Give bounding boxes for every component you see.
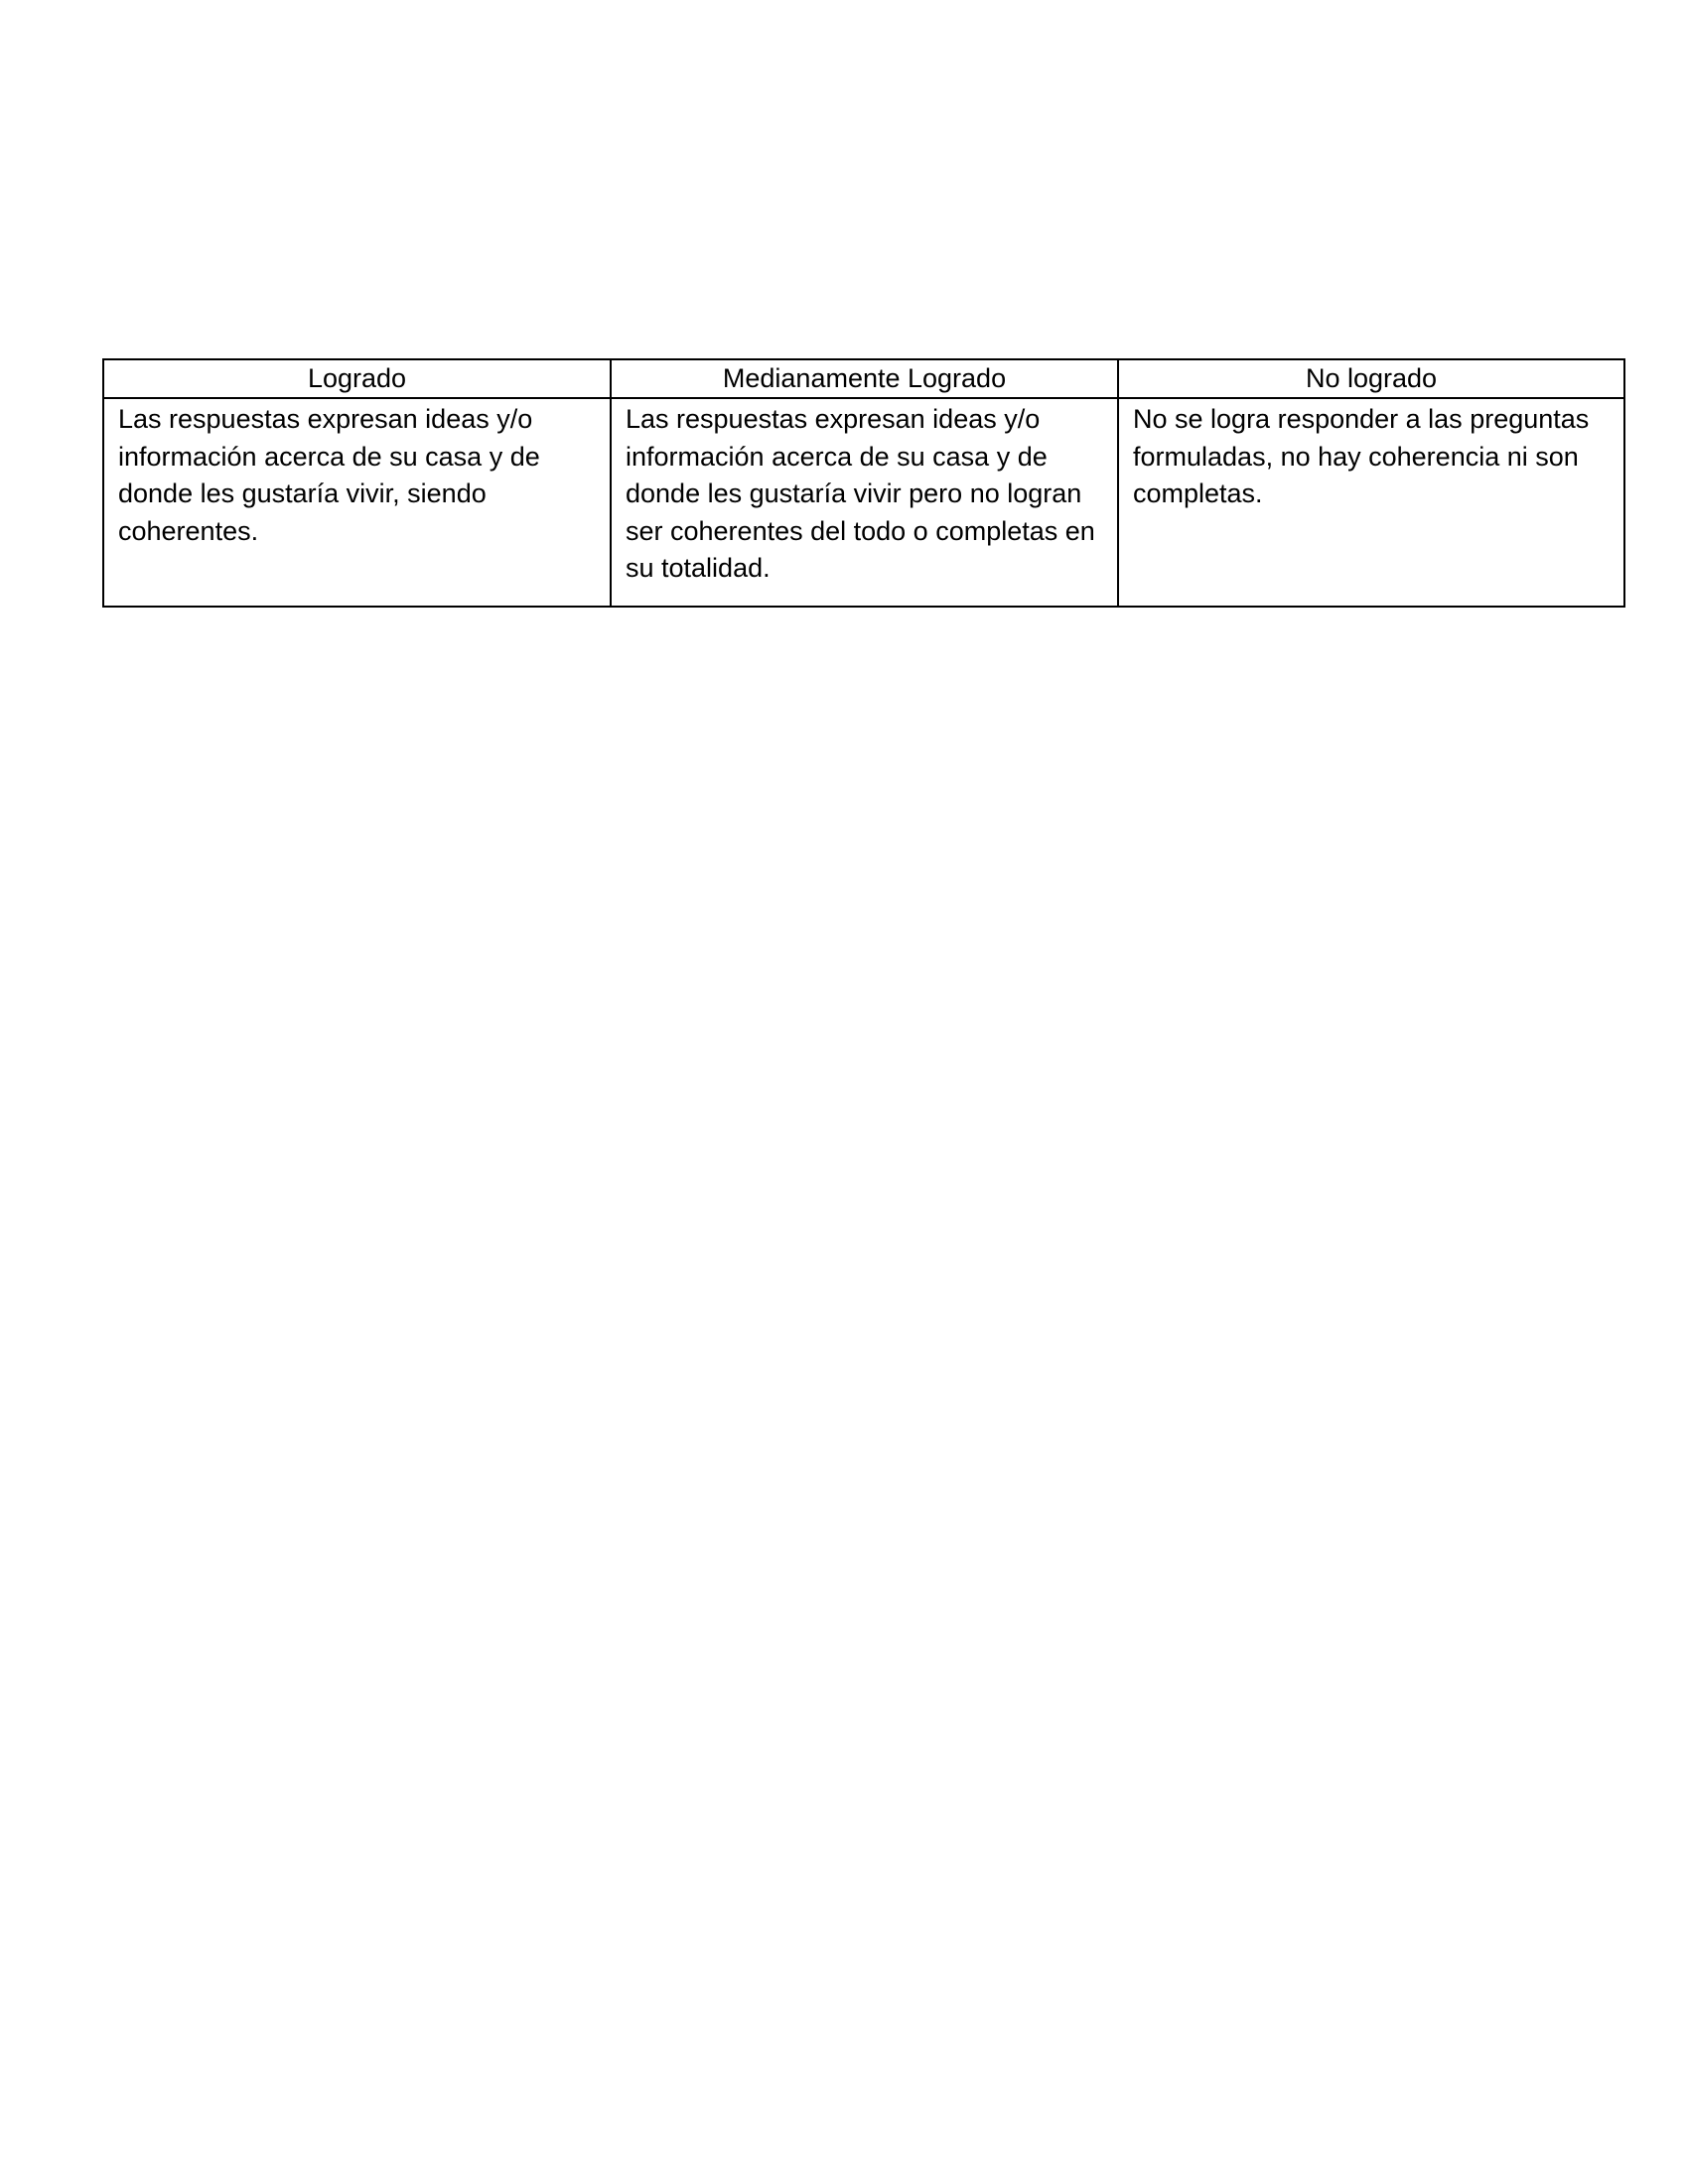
description-medianamente-logrado: Las respuestas expresan ideas y/o información acerca de su casa y de donde les gustaría vivir pero no logran ser coherentes del todo o completas en su totalidad. xyxy=(611,398,1118,607)
description-logrado: Las respuestas expresan ideas y/o información acerca de su casa y de donde les gustaría vivir, siendo coherentes. xyxy=(103,398,611,607)
description-no-logrado: No se logra responder a las preguntas formuladas, no hay coherencia ni son completas. xyxy=(1118,398,1624,607)
rubric-header-row xyxy=(103,359,1624,398)
header-medianamente-logrado: Medianamente Logrado xyxy=(611,359,1118,398)
header-logrado: Logrado xyxy=(103,359,611,398)
rubric-table xyxy=(102,358,1625,608)
rubric-description-row xyxy=(103,398,1624,607)
header-no-logrado: No logrado xyxy=(1118,359,1624,398)
